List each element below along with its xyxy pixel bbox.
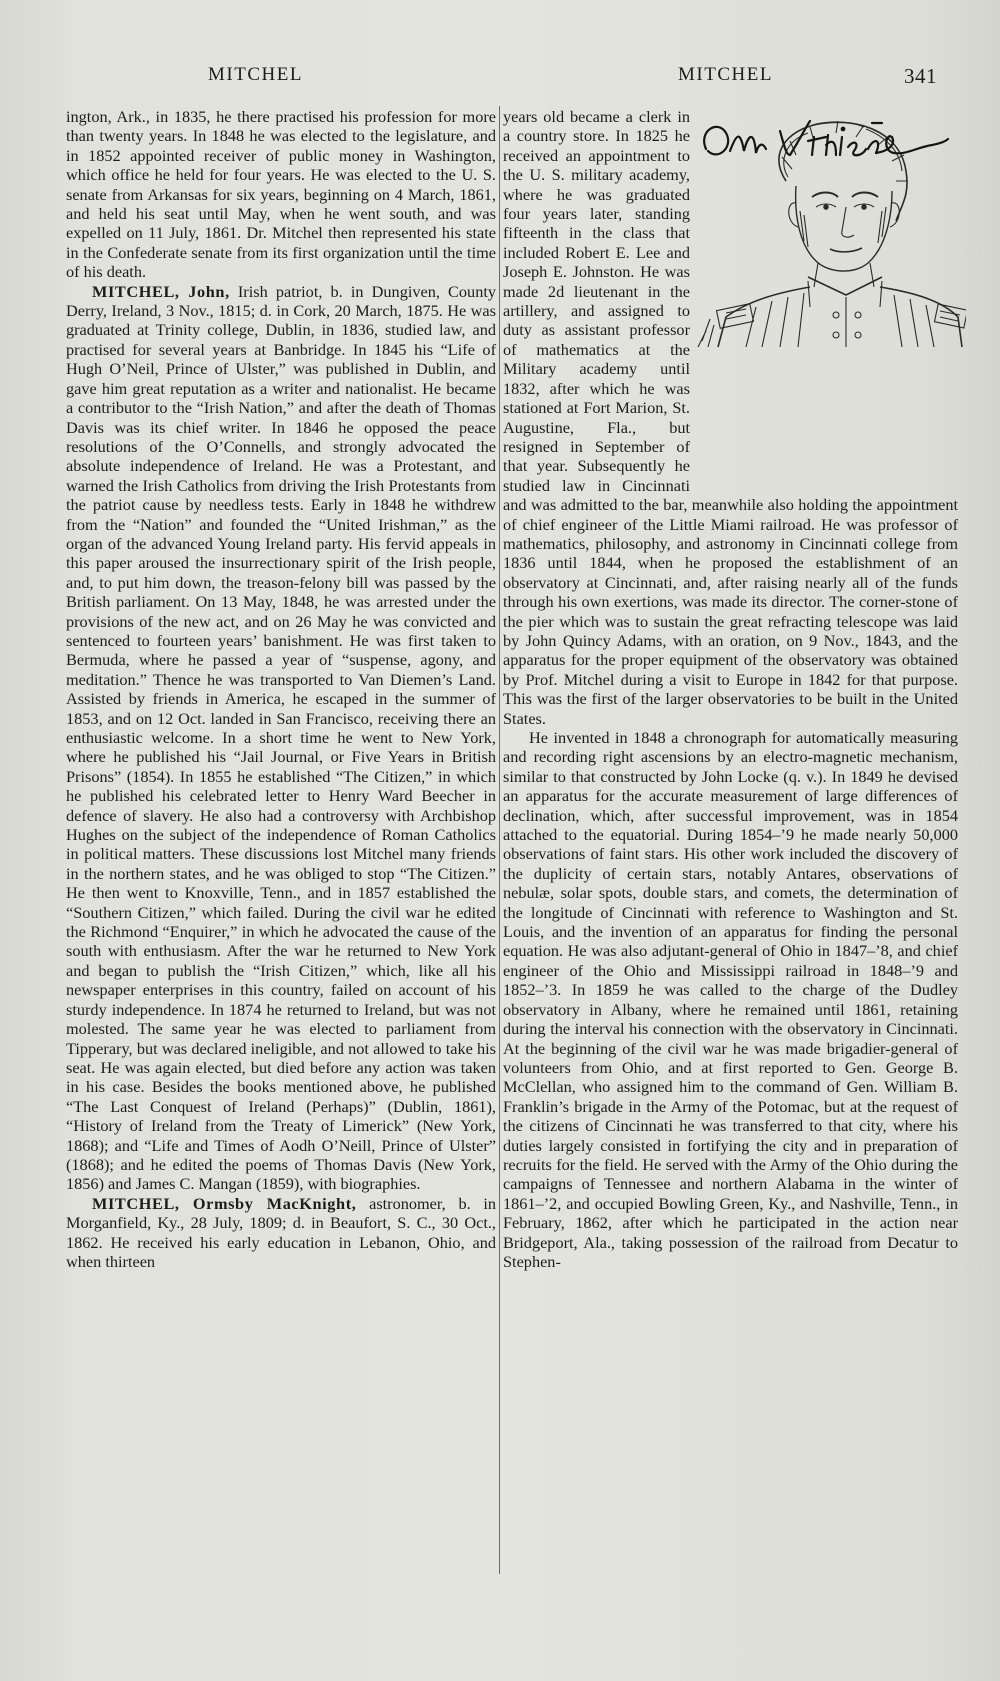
entry-john-mitchel — [66, 282, 496, 1194]
running-head-right: MITCHEL — [678, 64, 773, 85]
ormsby-paragraph-2: He invented in 1848 a chronograph for automatically measuring and recording right ascensions by an electro-magnetic mechanism, similar to that constructed by John Locke (q. v.). In 1849 he devised an apparatus for the accurate measurement of large differences of declination, which, after successful improvement, was in 1854 attached to the equatorial. During 1854–’9 he made nearly 50,000 observations of faint stars. His other work included the discovery of the duplicity of certain stars, notably Antares, observations of nebulæ, solar spots, double stars, and comets, the determination of the longitude of Cincinnati with reference to Washington and St. Louis, and the invention of an apparatus for finding the personal equation. He was also adjutant-general of Ohio in 1847–’8, and chief engineer of the Ohio and Mississippi railroad in 1848–’9 and 1852–’3. In 1859 he was called to the charge of the Dudley observatory in Albany, where he remained until 1861, retaining during the interval his connection with the observatory in Cincinnati. At the beginning of the civil war he was made brigadier-general of volunteers from Ohio, and at first reported to Gen. George B. McClellan, who assigned him to the command of Gen. William B. Franklin’s brigade in the Army of the Potomac, but at the request of the citizens of Cincinnati he was transferred to that city, where his duties largely consisted in fortifying the city and in preparation of recruits for the field. He served with the Army of the Ohio during the campaigns of Tennessee and northern Alabama in the winter of 1861–’2, and occupied Bowling Green, Ky., and Nashville, Tenn., in February, 1862, after which he participated in the action near Bridgeport, Ala., taking possession of the railroad from Decatur to Stephen- — [503, 728, 958, 1271]
handwritten-signature-icon — [696, 111, 952, 175]
signature-caption: O.M. Mitchel — [696, 111, 702, 112]
running-head-left: MITCHEL — [208, 64, 303, 85]
ormsby-paragraph-1 — [503, 107, 958, 728]
column-divider — [499, 106, 500, 1574]
right-column — [503, 107, 958, 1271]
continued-entry-text: ington, Ark., in 1835, he there practised his profession for more than twenty years. In 1848 he was elected to the legislature, and in 1852 appointed receiver of public money in Washington, which office he held for four years. He was elected to the U. S. senate from Arkansas for six years, beginning on 4 March, 1861, and held his seat until May, when he went south, and was expelled on 11 July, 1861. Dr. Mitchel then represented his state in the Confederate senate from its first organization until the time of his death. — [66, 107, 496, 282]
left-column — [66, 107, 496, 1271]
portrait-figure — [696, 111, 966, 489]
ormsby-paragraph-1-text: years old became a clerk in a country store. In 1825 he received an appointment to the U. S. military academy, where he was graduated four years later, standing fifteenth in the class that included Robert E. Lee and Joseph E. Johnston. He was made 2d lieutenant in the artillery, and assigned to duty as assistant professor of mathematics at the Military academy until 1832, after which he was stationed at Fort Marion, St. Augustine, Fla., but resigned in September of that year. Subsequently he studied law in Cincinnati and was admitted to the bar, meanwhile also holding the appointment of chief engineer of the Little Miami railroad. He was professor of mathematics, philosophy, and astronomy in Cincinnati college from 1836 until 1844, when he proposed the establishment of an observatory at Cincinnati, and, after raising nearly all of the funds through his own exertions, was made its director. The corner-stone of the pier which was to sustain the great refracting telescope was laid by John Quincy Adams, with an oration, on 9 Nov., 1843, and the apparatus for the proper equipment of the observatory was obtained by Prof. Mitchel during a visit to Europe in 1842 for that purpose. This was the first of the larger observatories to be built in the United States. — [503, 107, 958, 728]
entry-body-john: Irish patriot, b. in Dungiven, County Derry, Ireland, 3 Nov., 1815; d. in Cork, 20 March, 1875. He was graduated at Trinity college, Dublin, in 1836, studied law, and practised for several years at Banbridge. In 1845 his “Life of Hugh O’Neil, Prince of Ulster,” was published in Dublin, and gave him great reputation as a writer and nationalist. He became a contributor to the “Irish Nation,” and after the death of Thomas Davis was its chief writer. In 1846 he opposed the peace resolutions of the O’Connells, and strongly advocated the absolute independence of Ireland. He was a Protestant, and warned the Irish Catholics from driving the Irish Protestants from the patriot cause by needless tests. Early in 1848 he withdrew from the “Nation” and founded the “United Irishman,” as the organ of the advanced Young Ireland party. His fervid appeals in this paper aroused the insurrectionary spirit of the Irish people, and, to put him down, the treason-felony bill was passed by the British parliament. On 13 May, 1848, he was arrested under the provisions of the new act, and on 26 May he was convicted and sentenced to fourteen years’ banishment. He was first taken to Bermuda, where he passed a year of “suspense, agony, and meditation.” Thence he was transported to Van Diemen’s Land. Assisted by friends in America, he escaped in the summer of 1853, and on 12 Oct. landed in San Francisco, receiving there an enthusiastic welcome. In a short time he went to New York, where he published his “Jail Journal, or Five Years in British Prisons” (1854). In 1855 he established “The Citizen,” in which he published his celebrated letter to Henry Ward Beecher in defence of slavery. He also had a controversy with Archbishop Hughes on the subject of the independence of Roman Catholics in political matters. These discussions lost Mitchel many friends in the northern states, and he was obliged to stop “The Citizen.” He then went to Knoxville, Tenn., and in 1857 established the “Southern Citizen,” which failed. During the civil war he edited the Richmond “Enquirer,” in which he advocated the cause of the south with enthusiasm. After the war he returned to New York and began to publish the “Irish Citizen,” which, like all his newspaper enterprises in this country, failed on account of his sturdy independence. In 1874 he returned to Ireland, but was not molested. The same year he was elected to parliament from Tipperary, but was declared ineligible, and not allowed to take his seat. He was again elected, but died before any action was taken in his case. Besides the books mentioned above, he published “The Last Conquest of Ireland (Perhaps)” (Dublin, 1861), “History of Ireland from the Treaty of Limerick” (New York, 1868); and “Life and Times of Aodh O’Neill, Prince of Ulster” (1868); and he edited the poems of Thomas Davis (New York, 1856) and James C. Mangan (1859), with biographies. — [66, 281, 496, 1194]
entry-heading-ormsby: MITCHEL, Ormsby MacKnight, — [92, 1193, 357, 1213]
entry-heading-john: MITCHEL, John, — [92, 281, 230, 301]
entry-body-ormsby: astronomer, b. in Morganfield, Ky., 28 July, 1809; d. in Beaufort, S. C., 30 Oct., 1862. He received his early education in Lebanon, Ohio, and when thirteen — [66, 1193, 496, 1271]
page-number: 341 — [904, 64, 937, 88]
entry-ormsby-mitchel — [66, 1194, 496, 1272]
